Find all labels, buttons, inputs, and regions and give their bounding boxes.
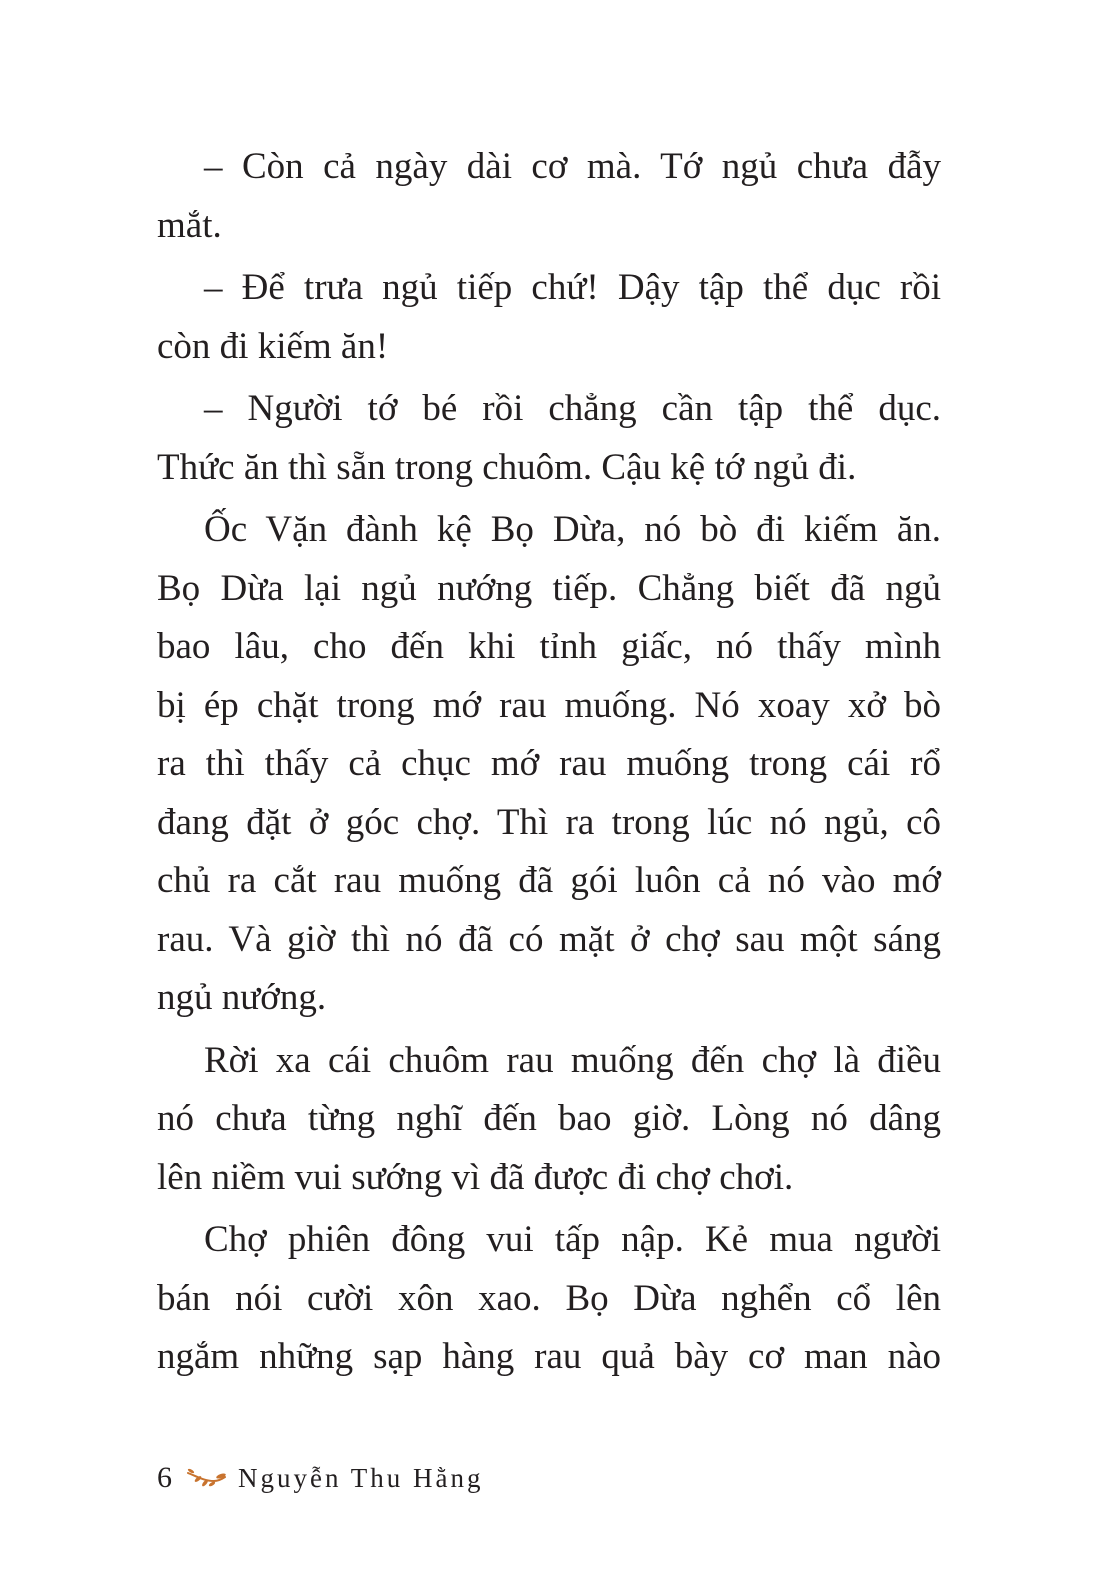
text-line: Bọ Dừa lại ngủ nướng tiếp. Chẳng biết đã ngủ <box>157 567 941 609</box>
text-line: bán nói cười xôn xao. Bọ Dừa nghển cổ lên <box>157 1277 941 1319</box>
text-line: – Người tớ bé rồi chẳng cần tập thể dục. <box>204 388 941 429</box>
page-number: 6 <box>157 1461 172 1494</box>
text-line: bị ép chặt trong mớ rau muống. Nó xoay xở bò <box>157 684 941 726</box>
text-line: ra thì thấy cả chục mớ rau muống trong cái rổ <box>157 743 941 784</box>
text-line: nó chưa từng nghĩ đến bao giờ. Lòng nó dâng <box>157 1098 941 1139</box>
text-line: Chợ phiên đông vui tấp nập. Kẻ mua người <box>204 1219 941 1260</box>
leaf-sprig-icon <box>186 1467 226 1489</box>
text-line: còn đi kiếm ăn! <box>157 325 389 367</box>
text-line: ngủ nướng. <box>157 977 327 1018</box>
text-line: lên niềm vui sướng vì đã được đi chợ chơi. <box>157 1156 794 1198</box>
text-line: rau. Và giờ thì nó đã có mặt ở chợ sau một sáng <box>157 918 941 960</box>
paragraph-2 <box>157 266 941 383</box>
text-line: ngắm những sạp hàng rau quả bày cơ man nào <box>157 1336 941 1377</box>
text-line: đang đặt ở góc chợ. Thì ra trong lúc nó ngủ, cô <box>157 801 941 843</box>
paragraph-5 <box>157 1039 941 1215</box>
text-line: bao lâu, cho đến khi tỉnh giấc, nó thấy mình <box>157 626 941 667</box>
page-footer <box>157 1458 483 1498</box>
text-line: – Còn cả ngày dài cơ mà. Tớ ngủ chưa đẫy <box>204 146 941 187</box>
text-line: chủ ra cắt rau muống đã gói luôn cả nó vào mớ <box>157 860 941 901</box>
paragraph-6 <box>157 1218 941 1394</box>
text-line: Ốc Vặn đành kệ Bọ Dừa, nó bò đi kiếm ăn. <box>204 509 941 550</box>
body-text <box>157 145 941 1394</box>
paragraph-4 <box>157 508 941 1035</box>
author-name: Nguyễn Thu Hằng <box>238 1462 484 1493</box>
text-line: mắt. <box>157 204 222 246</box>
text-line: – Để trưa ngủ tiếp chứ! Dậy tập thể dục rồi <box>204 267 941 308</box>
paragraph-3 <box>157 387 941 504</box>
text-line: Thức ăn thì sẵn trong chuôm. Cậu kệ tớ ngủ đi. <box>157 446 857 488</box>
paragraph-1 <box>157 145 941 262</box>
text-line: Rời xa cái chuôm rau muống đến chợ là điều <box>204 1039 941 1081</box>
